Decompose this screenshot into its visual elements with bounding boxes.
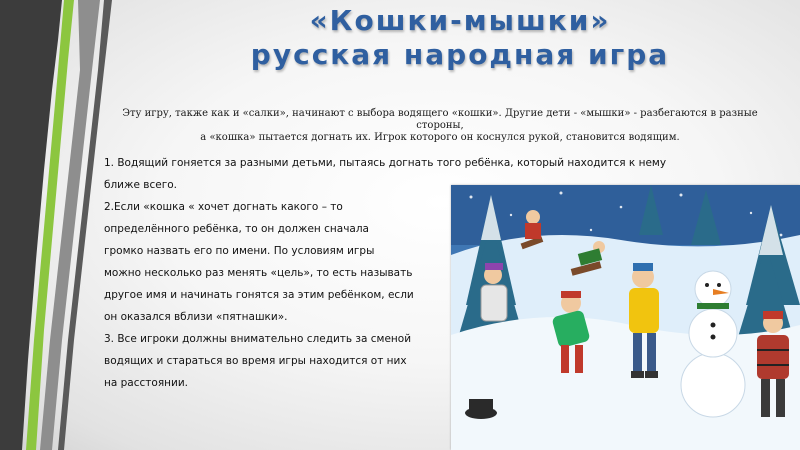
rule-line: он оказался вблизи «пятнашки». bbox=[104, 311, 288, 323]
winter-children-illustration bbox=[451, 185, 800, 450]
rule-line: определённого ребёнка, то он должен сначала bbox=[104, 223, 369, 235]
rule-line: ближе всего. bbox=[104, 179, 177, 191]
rule-line: водящих и стараться во время игры находится от них bbox=[104, 355, 407, 367]
title-line-1: «Кошки-мышки» bbox=[309, 4, 611, 37]
title-line-2: русская народная игра bbox=[250, 38, 670, 72]
page-title bbox=[150, 4, 770, 72]
rule-line: громко назвать его по имени. По условиям игры bbox=[104, 245, 375, 257]
rule-line: 1. Водящий гоняется за разными детьми, пытаясь догнать того ребёнка, который находится к нему bbox=[104, 157, 667, 169]
rule-line: на расстоянии. bbox=[104, 377, 188, 389]
decorative-stripes bbox=[0, 0, 120, 450]
intro-line-2: а «кошка» пытается догнать их. Игрок которого он коснулся рукой, становится водящим. bbox=[200, 132, 680, 143]
rule-line: 2.Если «кошка « хочет догнать какого – то bbox=[104, 201, 343, 213]
intro-line-1: Эту игру, также как и «салки», начинают с выбора водящего «кошки». Другие дети - «мышки» - разбегаются в разные стороны, bbox=[122, 108, 758, 131]
rule-line: другое имя и начинать гонятся за этим ребёнком, если bbox=[104, 289, 414, 301]
rule-line: можно несколько раз менять «цель», то есть называть bbox=[104, 267, 413, 279]
intro-paragraph bbox=[100, 108, 780, 144]
rule-line: 3. Все игроки должны внимательно следить за сменой bbox=[104, 333, 412, 345]
